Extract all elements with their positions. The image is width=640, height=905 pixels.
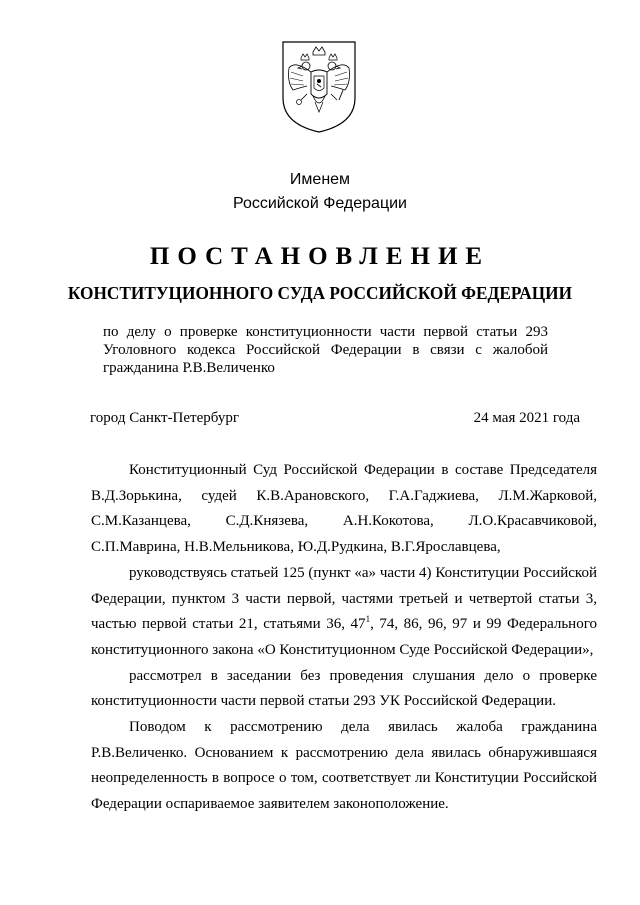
paragraph-legal-basis-part2: , 74, 86, 96, 97 и 99 Федерального конституционного закона «О Конституционном Суде Российской Федерации», xyxy=(91,616,597,658)
document-title: ПОСТАНОВЛЕНИЕ xyxy=(149,243,491,270)
paragraph-considered: рассмотрел в заседании без проведения слушания дело о проверке конституционности части первой статьи 293 УК Российской Федерации. xyxy=(91,667,597,710)
document-body xyxy=(91,458,597,818)
paragraph-grounds: Поводом к рассмотрению дела явилась жалоба гражданина Р.В.Величенко. Основанием к рассмотрению дела явилась обнаружившаяся неопределенность в вопросе о том, соответствует ли Конституции Российской Федерации оспариваемое заявителем законоположение. xyxy=(91,719,597,813)
document-subtitle: КОНСТИТУЦИОННОГО СУДА РОССИЙСКОЙ ФЕДЕРАЦИИ xyxy=(67,283,573,303)
paragraph-composition: Конституционный Суд Российской Федерации в составе Председателя В.Д.Зорькина, судей К.В.Арановского, Г.А.Гаджиева, Л.М.Жарковой, С.М.Казанцева, С.Д.Князева, А.Н.Кокотова, Л.О.Красавчиковой, С.П.Маврина, Н.В.Мельникова, Ю.Д.Рудкина, В.Г.Ярославцева, xyxy=(91,462,597,556)
paragraph-legal-basis xyxy=(91,561,597,664)
date: 24 мая 2021 года xyxy=(473,410,580,426)
header-line-imenem: Именем xyxy=(289,171,351,188)
place: город Санкт-Петербург xyxy=(90,410,239,426)
coat-of-arms-icon xyxy=(277,38,361,134)
paragraph-legal-basis-part1: руководствуясь статьей 125 (пункт «а» части 4) Конституции Российской Федерации, пунктом 3 части первой, частями третьей и четвертой статьи 3, частью первой статьи 21, статьями 36, 47 xyxy=(91,564,597,633)
header-line-rf: Российской Федерации xyxy=(233,195,407,212)
superscript: 1 xyxy=(365,614,371,625)
case-description: по делу о проверке конституционности части первой статьи 293 Уголовного кодекса Российской Федерации в связи с жалобой гражданина Р.В.Величенко xyxy=(103,324,548,376)
